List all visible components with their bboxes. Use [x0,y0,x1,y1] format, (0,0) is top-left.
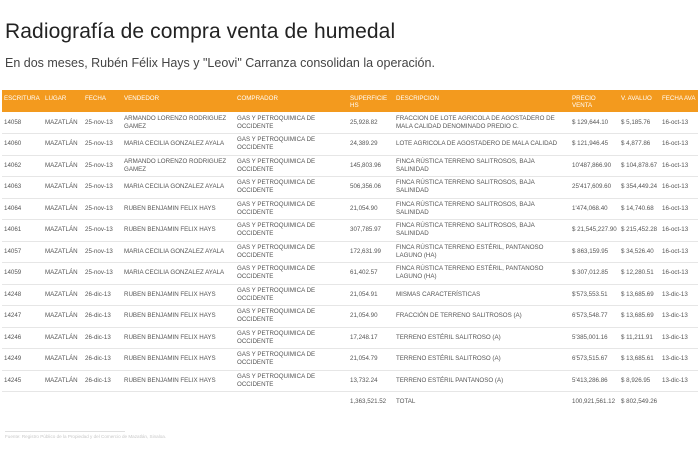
table-row [2,327,698,349]
cell-lugar: MAZATLÁN [43,349,83,371]
column-header-escritura: ESCRITURA [2,90,43,112]
cell-fecha-avaluo: 13-dic-13 [660,349,698,371]
cell-comprador: GAS Y PETROQUIMICA DE OCCIDENTE [235,327,348,349]
table-row [2,370,698,392]
cell-lugar: MAZATLÁN [43,155,83,177]
cell-escritura: 14060 [2,134,43,156]
cell-superficie: 13,732.24 [348,370,394,392]
column-header-precio-venta: PRECIO VENTA [570,90,619,112]
cell-descripcion: FINCA RÚSTICA TERRENO SALITROSOS, BAJA SALINIDAD [394,198,570,220]
cell-lugar: MAZATLÁN [43,134,83,156]
cell-comprador: GAS Y PETROQUIMICA DE OCCIDENTE [235,306,348,328]
cell-fecha: 25-nov-13 [83,155,122,177]
table-row [2,177,698,199]
total-empty-cell [660,392,698,412]
table-row [2,198,698,220]
cell-fecha-avaluo: 16-oct-13 [660,112,698,134]
cell-descripcion: TERRENO ESTÉRIL SALITROSO (A) [394,349,570,371]
cell-comprador: GAS Y PETROQUIMICA DE OCCIDENTE [235,284,348,306]
cell-avaluo: $ 14,740.68 [619,198,660,220]
cell-fecha-avaluo: 13-dic-13 [660,327,698,349]
total-empty-cell [43,392,83,412]
table-row [2,134,698,156]
source-footnote: Fuente: Registro Público de la Propiedad y del Comercio de Mazatlán, Sinaloa. [5,434,167,439]
cell-escritura: 14245 [2,370,43,392]
cell-lugar: MAZATLÁN [43,241,83,263]
cell-fecha: 26-dic-13 [83,370,122,392]
cell-fecha-avaluo: 16-oct-13 [660,220,698,242]
cell-lugar: MAZATLÁN [43,198,83,220]
cell-fecha-avaluo: 16-oct-13 [660,155,698,177]
cell-vendedor: MARIA CECILIA GONZALEZ AYALA [122,177,235,199]
cell-escritura: 14246 [2,327,43,349]
cell-precio-venta: $ 307,012.85 [570,263,619,285]
cell-fecha-avaluo: 16-oct-13 [660,263,698,285]
cell-escritura: 14062 [2,155,43,177]
cell-descripcion: TERRENO ESTÉRIL SALITROSO (A) [394,327,570,349]
cell-escritura: 14064 [2,198,43,220]
cell-lugar: MAZATLÁN [43,263,83,285]
cell-vendedor: RUBEN BENJAMIN FELIX HAYS [122,220,235,242]
column-header-vendedor: VENDEDOR [122,90,235,112]
cell-avaluo: $ 12,280.51 [619,263,660,285]
cell-fecha-avaluo: 16-oct-13 [660,241,698,263]
cell-superficie: 21,054.79 [348,349,394,371]
cell-precio-venta: $ 121,946.45 [570,134,619,156]
page-subtitle: En dos meses, Rubén Félix Hays y "Leovi" Carranza consolidan la operación. [5,56,435,70]
cell-comprador: GAS Y PETROQUIMICA DE OCCIDENTE [235,177,348,199]
cell-precio-venta: 1'474,068.40 [570,198,619,220]
cell-comprador: GAS Y PETROQUIMICA DE OCCIDENTE [235,370,348,392]
cell-precio-venta: $'573,553.51 [570,284,619,306]
cell-comprador: GAS Y PETROQUIMICA DE OCCIDENTE [235,155,348,177]
cell-descripcion: FINCA RÚSTICA TERRENO SALITROSOS, BAJA SALINIDAD [394,220,570,242]
cell-comprador: GAS Y PETROQUIMICA DE OCCIDENTE [235,349,348,371]
table-row [2,306,698,328]
cell-lugar: MAZATLÁN [43,284,83,306]
table-row [2,155,698,177]
cell-avaluo: $ 8,926.95 [619,370,660,392]
cell-escritura: 14249 [2,349,43,371]
table-row [2,241,698,263]
cell-vendedor: MARIA CECILIA GONZALEZ AYALA [122,263,235,285]
cell-avaluo: $ 34,526.40 [619,241,660,263]
cell-fecha: 26-dic-13 [83,284,122,306]
cell-precio-venta: 5'385,001.16 [570,327,619,349]
cell-escritura: 14059 [2,263,43,285]
cell-escritura: 14058 [2,112,43,134]
cell-vendedor: RUBEN BENJAMIN FELIX HAYS [122,349,235,371]
cell-avaluo: $ 13,685.61 [619,349,660,371]
page-title: Radiografía de compra venta de humedal [5,20,396,43]
column-header-superficie: SUPERFICIE HS [348,90,394,112]
cell-lugar: MAZATLÁN [43,306,83,328]
cell-avaluo: $ 354,449.24 [619,177,660,199]
column-header-fecha: FECHA [83,90,122,112]
cell-precio-venta: $ 129,644.10 [570,112,619,134]
table-body [2,112,698,412]
cell-fecha-avaluo: 16-oct-13 [660,198,698,220]
table-row [2,284,698,306]
column-header-fecha-avaluo: FECHA AVA [660,90,698,112]
cell-fecha: 25-nov-13 [83,177,122,199]
cell-fecha-avaluo: 13-dic-13 [660,370,698,392]
total-label: TOTAL [396,397,416,405]
cell-descripcion: TERRENO ESTÉRIL PANTANOSO (A) [394,370,570,392]
total-precio: 100,921,561.12 [572,397,616,405]
cell-fecha: 25-nov-13 [83,198,122,220]
cell-comprador: GAS Y PETROQUIMICA DE OCCIDENTE [235,198,348,220]
cell-vendedor: RUBEN BENJAMIN FELIX HAYS [122,327,235,349]
cell-precio-venta: $ 863,159.95 [570,241,619,263]
cell-vendedor: ARMANDO LORENZO RODRIGUEZ GAMEZ [122,155,235,177]
cell-descripcion: FINCA RÚSTICA TERRENO ESTÉRIL, PANTANOSO LAGUNO (HA) [394,263,570,285]
cell-precio-venta: 25'417,609.60 [570,177,619,199]
column-header-descripcion: DESCRIPCION [394,90,570,112]
total-empty-cell [122,392,235,412]
cell-descripcion: FINCA RÚSTICA TERRENO SALITROSOS, BAJA SALINIDAD [394,155,570,177]
cell-superficie: 25,928.82 [348,112,394,134]
header-row [2,90,698,112]
cell-fecha: 25-nov-13 [83,241,122,263]
total-avaluo: $ 802,549.26 [621,397,658,405]
total-empty-cell [83,392,122,412]
cell-avaluo: $ 104,878.67 [619,155,660,177]
cell-lugar: MAZATLÁN [43,220,83,242]
total-empty-cell [2,392,43,412]
cell-comprador: GAS Y PETROQUIMICA DE OCCIDENTE [235,220,348,242]
cell-fecha: 25-nov-13 [83,263,122,285]
cell-vendedor: ARMANDO LORENZO RODRIGUEZ GAMEZ [122,112,235,134]
cell-vendedor: RUBEN BENJAMIN FELIX HAYS [122,284,235,306]
cell-descripcion: FRACCIÓN DE TERRENO SALITROSOS (A) [394,306,570,328]
cell-superficie: 21,054.90 [348,306,394,328]
cell-precio-venta: 5'413,286.86 [570,370,619,392]
cell-superficie: 61,402.57 [348,263,394,285]
cell-lugar: MAZATLÁN [43,327,83,349]
table-row [2,220,698,242]
cell-superficie: 172,631.99 [348,241,394,263]
cell-precio-venta: 10'487,866.90 [570,155,619,177]
column-header-comprador: COMPRADOR [235,90,348,112]
cell-avaluo: $ 5,185.76 [619,112,660,134]
cell-descripcion: FINCA RÚSTICA TERRENO ESTÉRIL, PANTANOSO LAGUNO (HA) [394,241,570,263]
cell-fecha-avaluo: 16-oct-13 [660,134,698,156]
cell-vendedor: RUBEN BENJAMIN FELIX HAYS [122,370,235,392]
cell-avaluo: $ 4,877.86 [619,134,660,156]
footnote-divider [5,431,125,432]
cell-avaluo: $ 215,452.28 [619,220,660,242]
column-header-avaluo: V. AVALUO [619,90,660,112]
cell-avaluo: $ 13,685.69 [619,306,660,328]
cell-precio-venta: 6'573,515.67 [570,349,619,371]
cell-escritura: 14061 [2,220,43,242]
cell-descripcion: FINCA RÚSTICA TERRENO SALITROSOS, BAJA SALINIDAD [394,177,570,199]
cell-avaluo: $ 11,211.91 [619,327,660,349]
cell-superficie: 21,054.90 [348,198,394,220]
table-row [2,349,698,371]
cell-superficie: 24,389.29 [348,134,394,156]
cell-lugar: MAZATLÁN [43,112,83,134]
cell-fecha-avaluo: 16-oct-13 [660,177,698,199]
cell-escritura: 14248 [2,284,43,306]
cell-fecha: 25-nov-13 [83,134,122,156]
cell-descripcion: FRACCION DE LOTE AGRICOLA DE AGOSTADERO DE MALA CALIDAD DENOMINADO PREDIO C. [394,112,570,134]
cell-avaluo: $ 13,685.69 [619,284,660,306]
cell-vendedor: RUBEN BENJAMIN FELIX HAYS [122,306,235,328]
column-header-lugar: LUGAR [43,90,83,112]
cell-precio-venta: 6'573,548.77 [570,306,619,328]
cell-comprador: GAS Y PETROQUIMICA DE OCCIDENTE [235,134,348,156]
cell-superficie: 21,054.91 [348,284,394,306]
cell-superficie: 506,356.06 [348,177,394,199]
total-superficie: 1,363,521.52 [350,397,387,405]
cell-comprador: GAS Y PETROQUIMICA DE OCCIDENTE [235,112,348,134]
cell-fecha: 25-nov-13 [83,220,122,242]
cell-vendedor: RUBEN BENJAMIN FELIX HAYS [122,198,235,220]
cell-escritura: 14063 [2,177,43,199]
table-row [2,112,698,134]
cell-descripcion: LOTE AGRICOLA DE AGOSTADERO DE MALA CALIDAD [394,134,570,156]
cell-precio-venta: $ 21,545,227.90 [570,220,619,242]
totals-row [2,392,698,412]
cell-vendedor: MARIA CECILIA GONZALEZ AYALA [122,241,235,263]
cell-lugar: MAZATLÁN [43,177,83,199]
table-row [2,263,698,285]
cell-lugar: MAZATLÁN [43,370,83,392]
cell-descripcion: MISMAS CARACTERÍSTICAS [394,284,570,306]
total-empty-cell [235,392,348,412]
cell-vendedor: MARIA CECILIA GONZALEZ AYALA [122,134,235,156]
cell-fecha-avaluo: 13-dic-13 [660,306,698,328]
cell-superficie: 17,248.17 [348,327,394,349]
cell-escritura: 14057 [2,241,43,263]
table-header [2,90,698,112]
cell-fecha: 26-dic-13 [83,327,122,349]
cell-fecha: 26-dic-13 [83,306,122,328]
cell-fecha: 25-nov-13 [83,112,122,134]
cell-comprador: GAS Y PETROQUIMICA DE OCCIDENTE [235,241,348,263]
cell-superficie: 145,803.96 [348,155,394,177]
cell-fecha: 26-dic-13 [83,349,122,371]
cell-superficie: 307,785.97 [348,220,394,242]
cell-escritura: 14247 [2,306,43,328]
transactions-table [2,90,698,412]
cell-comprador: GAS Y PETROQUIMICA DE OCCIDENTE [235,263,348,285]
cell-fecha-avaluo: 13-dic-13 [660,284,698,306]
